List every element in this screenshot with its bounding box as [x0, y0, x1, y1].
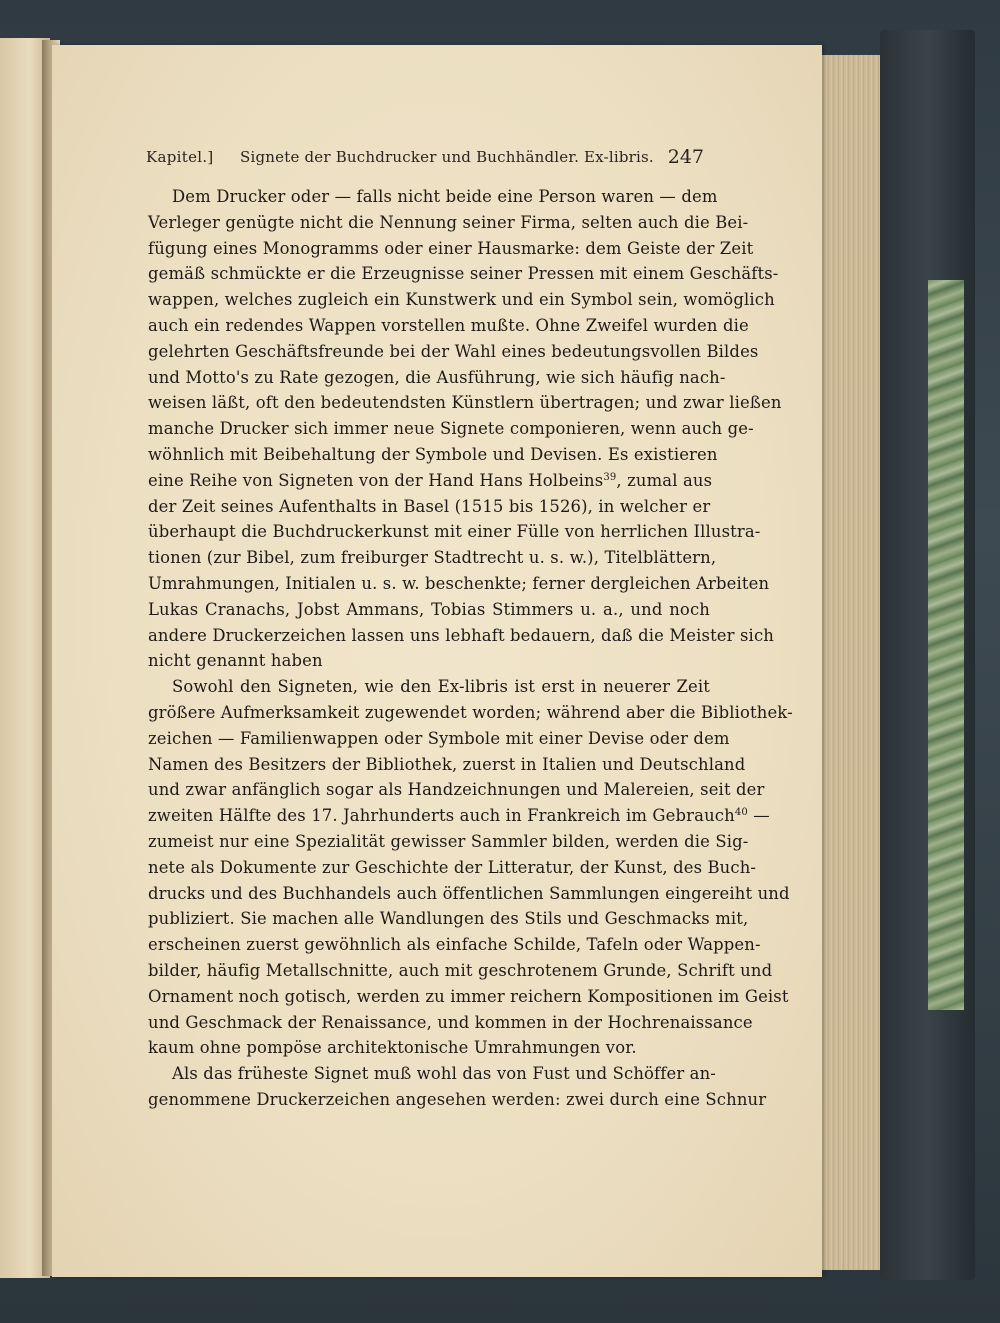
text-line: Umrahmungen, Initialen u. s. w. beschenkte; ferner dergleichen Arbeiten	[148, 573, 770, 593]
text-line: nete als Dokumente zur Geschichte der Litteratur, der Kunst, des Buch-	[148, 857, 757, 877]
text-line: der Zeit seines Aufenthalts in Basel (1515 bis 1526), in welcher er	[148, 496, 711, 516]
text-line: und zwar anfänglich sogar als Handzeichnungen und Malereien, seit der	[148, 780, 765, 800]
text-line: kaum ohne pompöse architektonische Umrahmungen vor.	[148, 1038, 637, 1058]
text-segment: eine Reihe von Signeten von der Hand Hans Holbeins	[148, 470, 604, 490]
chapter-label: Kapitel.]	[146, 148, 214, 166]
text-line: manche Drucker sich immer neue Signete componieren, wenn auch ge-	[148, 419, 754, 439]
text-line: tionen (zur Bibel, zum freiburger Stadtrecht u. s. w.), Titelblättern,	[148, 548, 717, 568]
text-line: fügung eines Monogramms oder einer Hausmarke: dem Geiste der Zeit	[148, 238, 754, 258]
text-line: andere Druckerzeichen lassen uns lebhaft bedauern, daß die Meister sich	[148, 625, 774, 645]
text-line: genommene Druckerzeichen angesehen werden: zwei durch eine Schnur	[148, 1089, 767, 1109]
page-number: 247	[667, 146, 704, 168]
text-line: gemäß schmückte er die Erzeugnisse seiner Pressen mit einem Geschäfts-	[148, 264, 779, 284]
text-line: nicht genannt haben	[148, 651, 323, 671]
text-line: publiziert. Sie machen alle Wandlungen des Stils und Geschmacks mit,	[148, 909, 749, 929]
text-segment: zweiten Hälfte des 17. Jahrhunderts auch in Frankreich im Gebrauch	[148, 806, 735, 826]
text-line: und Geschmack der Renaissance, und kommen in der Hochrenaissance	[148, 1012, 753, 1032]
text-line: wöhnlich mit Beibehaltung der Symbole und Devisen. Es existieren	[148, 444, 718, 464]
running-header	[146, 146, 706, 172]
text-line: Ornament noch gotisch, werden zu immer reichern Kompositionen im Geist	[148, 986, 789, 1006]
text-line: Dem Drucker oder — falls nicht beide eine Person waren — dem	[172, 187, 718, 206]
text-line-with-footnote	[148, 803, 770, 829]
footnote-marker: 39	[603, 471, 617, 483]
text-line: und Motto's zu Rate gezogen, die Ausführung, wie sich häufig nach-	[148, 367, 726, 387]
marbled-board	[928, 280, 964, 1010]
text-line: Lukas Cranachs, Jobst Ammans, Tobias Stimmers u. a., und noch	[148, 599, 710, 619]
running-title: Signete der Buchdrucker und Buchhändler. Ex-libris.	[240, 148, 654, 166]
text-line: zumeist nur eine Spezialität gewisser Sammler bilden, werden die Sig-	[148, 831, 749, 851]
text-line: bilder, häufig Metallschnitte, auch mit geschrotenem Grunde, Schrift und	[148, 960, 773, 980]
text-line: auch ein redendes Wappen vorstellen mußte. Ohne Zweifel wurden die	[148, 315, 749, 335]
text-line: erscheinen zuerst gewöhnlich als einfache Schilde, Tafeln oder Wappen-	[148, 935, 761, 955]
text-segment: , zumal aus	[616, 470, 713, 490]
text-line: drucks und des Buchhandels auch öffentlichen Sammlungen eingereiht und	[148, 883, 790, 903]
text-line: Verleger genügte nicht die Nennung seiner Firma, selten auch die Bei-	[148, 212, 749, 232]
text-segment: —	[747, 806, 770, 826]
text-line: Sowohl den Signeten, wie den Ex-libris ist erst in neuerer Zeit	[172, 677, 710, 697]
text-line: gelehrten Geschäftsfreunde bei der Wahl eines bedeutungsvollen Bildes	[148, 341, 759, 361]
text-line: zeichen — Familienwappen oder Symbole mit einer Devise oder dem	[148, 728, 730, 748]
text-line: Namen des Besitzers der Bibliothek, zuerst in Italien und Deutschland	[148, 754, 746, 774]
page-block-edges	[820, 55, 880, 1270]
text-line: weisen läßt, oft den bedeutendsten Künstlern übertragen; und zwar ließen	[148, 393, 782, 413]
text-line: größere Aufmerksamkeit zugewendet worden; während aber die Bibliothek-	[148, 702, 793, 722]
text-line: wappen, welches zugleich ein Kunstwerk und ein Symbol sein, womöglich	[148, 290, 775, 310]
text-line-with-footnote	[148, 468, 713, 494]
text-line: Als das früheste Signet muß wohl das von Fust und Schöffer an-	[172, 1064, 716, 1084]
text-line: überhaupt die Buchdruckerkunst mit einer Fülle von herrlichen Illustra-	[148, 522, 761, 542]
footnote-marker: 40	[734, 807, 748, 819]
body-text	[148, 184, 793, 1113]
